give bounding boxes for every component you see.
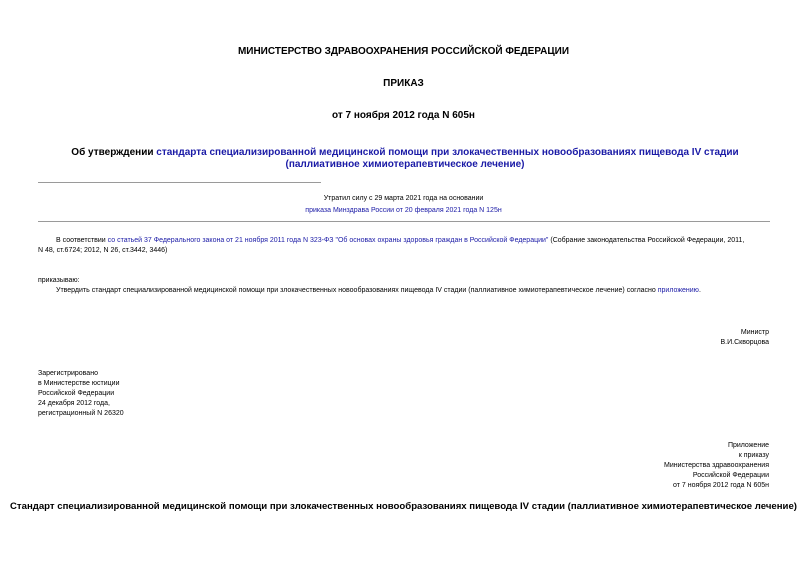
doc-date-number: от 7 ноября 2012 года N 605н (332, 110, 475, 121)
registration-line: Российской Федерации (38, 390, 115, 397)
federal-law-link[interactable]: со статьей 37 Федерального закона от 21 ноября 2011 года N 323-ФЗ "Об основах охраны здоровья граждан в Российской Федерации" (107, 237, 549, 244)
appendix-line: Российской Федерации (692, 472, 769, 479)
registration-block (38, 369, 124, 419)
preamble-paragraph (38, 236, 773, 246)
doc-type-heading: ПРИКАЗ (383, 78, 424, 89)
order-end: . (698, 287, 701, 294)
preamble-suffix: (Собрание законодательства Российской Федерации, 2011, (548, 237, 745, 244)
ministry-heading: МИНИСТЕРСТВО ЗДРАВООХРАНЕНИЯ РОССИЙСКОЙ ФЕДЕРАЦИИ (237, 46, 570, 57)
signature-title: Министр (740, 329, 769, 336)
title-standard-link[interactable]: стандарта специализированной медицинской помощи при злокачественных новообразованиях пищевода IV стадии (паллиативное химиотерапевтическое лечение) (156, 147, 739, 170)
divider-full (38, 221, 770, 222)
document-title (60, 147, 750, 171)
appendix-line: к приказу (738, 452, 769, 459)
registration-line: регистрационный N 26320 (38, 410, 124, 417)
appendix-link[interactable]: приложению (657, 287, 699, 294)
registration-line: Зарегистрировано (38, 370, 98, 377)
repeal-order-link[interactable]: приказа Минздрава России от 20 февраля 2021 года N 125н (305, 207, 502, 214)
prikazyvayu: приказываю: (38, 277, 80, 284)
signature-name: В.И.Скворцова (720, 339, 769, 346)
standard-title: Стандарт специализированной медицинской помощи при злокачественных новообразованиях пищевода IV стадии (паллиативное химиотерапевтическое лечение) (10, 501, 797, 512)
order-paragraph (56, 286, 701, 296)
preamble-prefix: В соответствии (56, 237, 108, 244)
order-text: Утвердить стандарт специализированной медицинской помощи при злокачественных новообразованиях пищевода IV стадии (паллиативное химиотерапевтическое лечение) согласно (56, 287, 658, 294)
appendix-block (664, 441, 769, 491)
divider-short (38, 182, 321, 183)
appendix-line: Приложение (727, 442, 769, 449)
title-prefix: Об утверждении (71, 147, 157, 158)
registration-line: в Министерстве юстиции (38, 380, 120, 387)
registration-line: 24 декабря 2012 года, (38, 400, 110, 407)
preamble-line2: N 48, ст.6724; 2012, N 26, ст.3442, 3446) (38, 247, 168, 254)
appendix-line: Министерства здравоохранения (664, 462, 769, 469)
appendix-line: от 7 ноября 2012 года N 605н (673, 482, 769, 489)
repeal-status-text: Утратил силу с 29 марта 2021 года на основании (323, 195, 484, 202)
